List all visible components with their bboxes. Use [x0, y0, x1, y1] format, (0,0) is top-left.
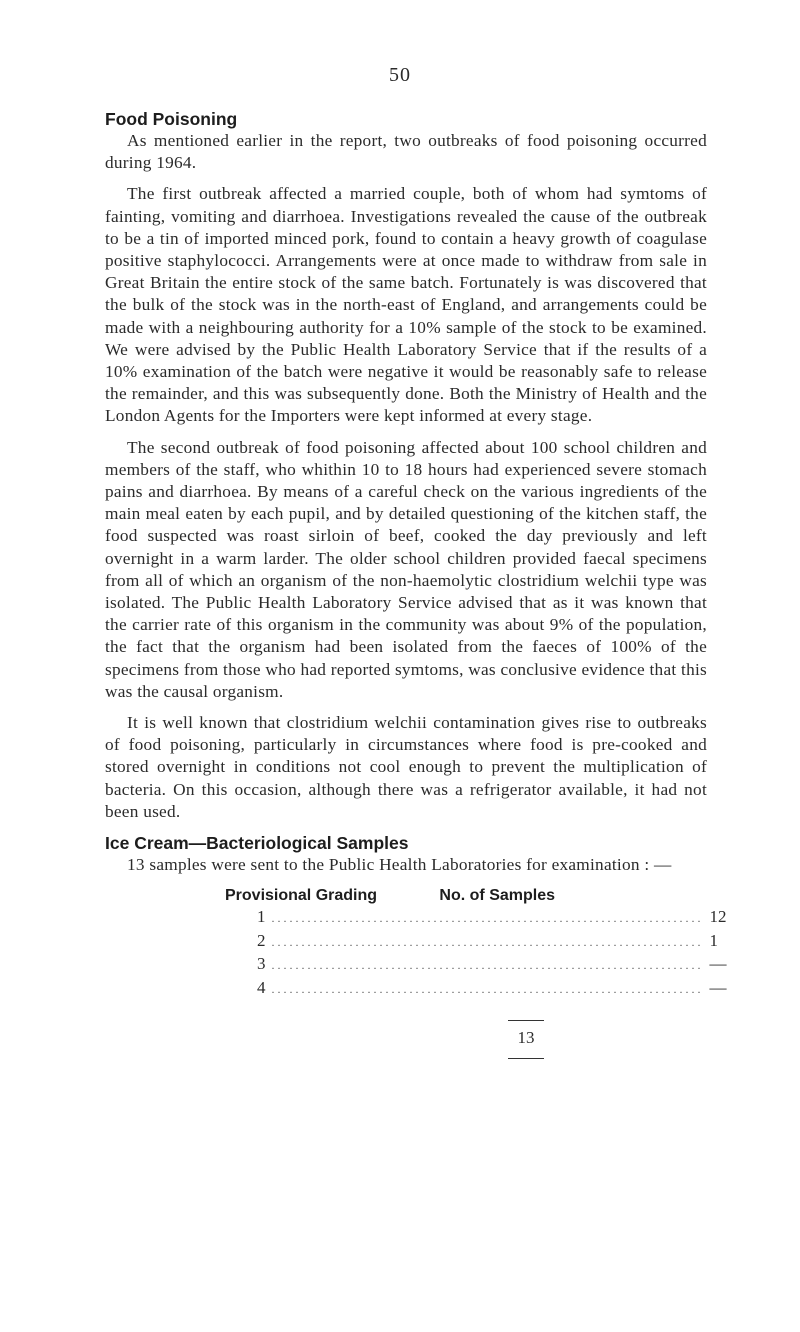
- food-poisoning-section: [105, 108, 707, 823]
- total-rule-bottom: [508, 1058, 544, 1059]
- paragraph: The second outbreak of food poisoning affected about 100 school children and members of the staff, who whithin 10 to 18 hours had experienced severe stomach pains and diarrhoea. By means of a careful check on the various ingredients of the main meal eaten by each pupil, and by detailed questioning of the kitchen staff, the food suspected was roast sirloin of beef, cooked the day previously and left overnight in a warm larder. The older school children provided faecal specimens from all of which an organism of the non-haemolytic clostridium welchii type was isolated. The Public Health Laboratory Service advised that as it was known that the carrier rate of this organism in the community was about 9% of the population, the fact that the organism had been isolated from the faeces of 100% of the specimens from those who had reported symtoms, was conclusive evidence that this was the causal organism.: [105, 437, 707, 701]
- paragraph: It is well known that clostridium welchii contamination gives rise to outbreaks of food poisoning, particularly in circumstances where food is pre-cooked and stored overnight in conditions not cool enough to prevent the multiplication of bacteria. On this occasion, although there was a refrigerator available, it had not been used.: [105, 713, 707, 821]
- total-count: 13: [517, 1028, 535, 1048]
- grade-cell: 2: [257, 930, 266, 950]
- grading-table: [225, 886, 727, 1059]
- ice-cream-section: [105, 832, 727, 1059]
- count-cell: 1: [709, 930, 718, 950]
- column-header-grading: Provisional Grading: [225, 887, 378, 905]
- count-cell: —: [709, 977, 727, 997]
- grade-cell: 4: [257, 977, 266, 997]
- table-row: [257, 977, 727, 1001]
- page-number: 50: [389, 64, 411, 86]
- table-row: [257, 930, 718, 954]
- count-cell: 12: [709, 907, 727, 927]
- grading-table-header: [225, 886, 555, 906]
- table-row: [257, 906, 727, 930]
- food-poisoning-heading: Food Poisoning: [105, 109, 238, 129]
- ice-cream-heading: Ice Cream—Bacteriological Samples: [105, 833, 409, 854]
- paragraph: As mentioned earlier in the report, two outbreaks of food poisoning occurred during 1964.: [105, 131, 707, 173]
- dot-leader: ........................................................................: [271, 981, 704, 996]
- dot-leader: ........................................................................: [271, 911, 704, 926]
- table-row: [257, 953, 727, 977]
- count-cell: —: [709, 954, 727, 974]
- ice-cream-intro: 13 samples were sent to the Public Health Laboratories for examination : —: [127, 855, 672, 875]
- grade-cell: 1: [257, 907, 266, 927]
- total-rule-top: [508, 1020, 544, 1021]
- dot-leader: ........................................................................: [271, 934, 704, 949]
- page-content: [105, 108, 727, 1059]
- paragraph: The first outbreak affected a married couple, both of whom had symtoms of fainting, vomiting and diarrhoea. Investigations revealed the cause of the outbreak to be a tin of imported minced pork, found to contain a heavy growth of coagulase positive staphylococci. Arrangements were at once made to withdraw from sale in Great Britain the entire stock of the same batch. Fortunately is was discovered that the bulk of the stock was in the north-east of England, and arrangements could be made with a neighbouring authority for a 10% sample of the stock to be examined. We were advised by the Public Health Laboratory Service that if the results of a 10% examination of the batch were negative it would be reasonably safe to release the remainder, and this was subsequently done. Both the Ministry of Health and the London Agents for the Importers were kept informed at every stage.: [105, 184, 707, 426]
- dot-leader: ........................................................................: [271, 958, 704, 973]
- column-header-samples: No. of Samples: [439, 887, 555, 905]
- grade-cell: 3: [257, 954, 266, 974]
